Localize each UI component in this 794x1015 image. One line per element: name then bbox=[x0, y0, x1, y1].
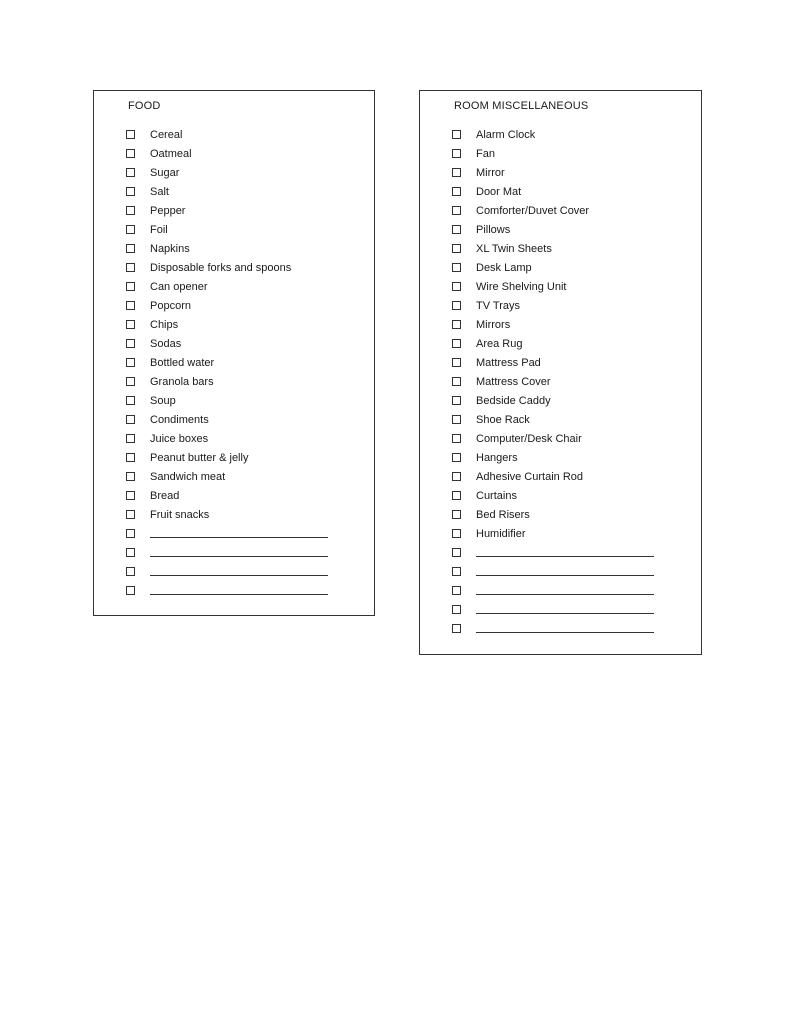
checklist-item-label: Soup bbox=[150, 394, 176, 407]
checkbox[interactable] bbox=[452, 567, 461, 576]
checkbox[interactable] bbox=[126, 168, 135, 177]
checklist-item bbox=[126, 201, 356, 220]
checklist-item bbox=[452, 372, 683, 391]
checkbox[interactable] bbox=[452, 168, 461, 177]
checkbox[interactable] bbox=[452, 358, 461, 367]
checkbox[interactable] bbox=[452, 624, 461, 633]
checkbox[interactable] bbox=[452, 529, 461, 538]
checklist-item-label: Computer/Desk Chair bbox=[476, 432, 582, 445]
checkbox[interactable] bbox=[452, 244, 461, 253]
checkbox[interactable] bbox=[126, 187, 135, 196]
checklist-item bbox=[126, 429, 356, 448]
checklist-item bbox=[126, 448, 356, 467]
checkbox[interactable] bbox=[452, 491, 461, 500]
checklist-item-label: Mattress Cover bbox=[476, 375, 551, 388]
checklist-item bbox=[126, 296, 356, 315]
blank-write-in-line[interactable] bbox=[150, 537, 328, 538]
checkbox[interactable] bbox=[452, 510, 461, 519]
checkbox[interactable] bbox=[452, 339, 461, 348]
checkbox[interactable] bbox=[126, 567, 135, 576]
blank-checklist-item bbox=[126, 524, 356, 543]
blank-checklist-item bbox=[452, 600, 683, 619]
checklist-item-label: Pepper bbox=[150, 204, 186, 217]
checklist-item-label: Wire Shelving Unit bbox=[476, 280, 567, 293]
checklist-item-label: Condiments bbox=[150, 413, 209, 426]
checkbox[interactable] bbox=[452, 396, 461, 405]
checklist-item bbox=[452, 410, 683, 429]
checklist-item-label: Fruit snacks bbox=[150, 508, 210, 521]
checklist-item-label: Salt bbox=[150, 185, 169, 198]
checklist-item-label: Sodas bbox=[150, 337, 182, 350]
checklist-item-label: Bed Risers bbox=[476, 508, 530, 521]
checkbox[interactable] bbox=[126, 472, 135, 481]
room-miscellaneous-checklist bbox=[419, 90, 702, 655]
blank-write-in-line[interactable] bbox=[476, 575, 654, 576]
checklist-item bbox=[452, 315, 683, 334]
checklist-item-label: Mattress Pad bbox=[476, 356, 541, 369]
checklist-item-label: Shoe Rack bbox=[476, 413, 530, 426]
checkbox[interactable] bbox=[126, 301, 135, 310]
checklist-item bbox=[126, 182, 356, 201]
blank-checklist-item bbox=[126, 581, 356, 600]
checklist-item-label: Sandwich meat bbox=[150, 470, 226, 483]
checkbox[interactable] bbox=[452, 149, 461, 158]
checklist-item bbox=[452, 486, 683, 505]
checklist-item bbox=[452, 220, 683, 239]
checkbox[interactable] bbox=[452, 415, 461, 424]
checkbox[interactable] bbox=[126, 396, 135, 405]
checklist-item-label: Cereal bbox=[150, 128, 183, 141]
room-item-list bbox=[452, 125, 683, 638]
checklist-item-label: Granola bars bbox=[150, 375, 214, 388]
checkbox[interactable] bbox=[126, 586, 135, 595]
checklist-item bbox=[126, 467, 356, 486]
checkbox[interactable] bbox=[126, 377, 135, 386]
checkbox[interactable] bbox=[126, 415, 135, 424]
checkbox[interactable] bbox=[452, 434, 461, 443]
checklist-item bbox=[126, 220, 356, 239]
blank-write-in-line[interactable] bbox=[150, 594, 328, 595]
checkbox[interactable] bbox=[452, 225, 461, 234]
checkbox[interactable] bbox=[126, 244, 135, 253]
checklist-item-label: Curtains bbox=[476, 489, 517, 502]
checklist-item bbox=[126, 486, 356, 505]
blank-write-in-line[interactable] bbox=[150, 575, 328, 576]
checklist-item bbox=[126, 144, 356, 163]
blank-checklist-item bbox=[452, 562, 683, 581]
checklist-item bbox=[452, 201, 683, 220]
checkbox[interactable] bbox=[452, 320, 461, 329]
checklist-item bbox=[452, 334, 683, 353]
checkbox[interactable] bbox=[452, 377, 461, 386]
checklist-item bbox=[452, 467, 683, 486]
checkbox[interactable] bbox=[126, 206, 135, 215]
checkbox[interactable] bbox=[126, 263, 135, 272]
checklist-item-label: Chips bbox=[150, 318, 179, 331]
checklist-item bbox=[126, 410, 356, 429]
checklist-item-label: Peanut butter & jelly bbox=[150, 451, 249, 464]
checklist-item bbox=[126, 391, 356, 410]
checkbox[interactable] bbox=[452, 206, 461, 215]
checklist-item bbox=[452, 239, 683, 258]
checkbox[interactable] bbox=[452, 472, 461, 481]
checkbox[interactable] bbox=[126, 320, 135, 329]
checklist-item bbox=[126, 505, 356, 524]
checklist-item bbox=[126, 334, 356, 353]
checklist-item bbox=[452, 296, 683, 315]
checklist-item bbox=[452, 353, 683, 372]
checkbox[interactable] bbox=[452, 586, 461, 595]
checklist-item-label: Fan bbox=[476, 147, 495, 160]
blank-write-in-line[interactable] bbox=[476, 613, 654, 614]
checklist-item-label: Juice boxes bbox=[150, 432, 209, 445]
checklist-item bbox=[126, 315, 356, 334]
checkbox[interactable] bbox=[126, 491, 135, 500]
checklist-item bbox=[452, 505, 683, 524]
checkbox[interactable] bbox=[452, 301, 461, 310]
checkbox[interactable] bbox=[126, 510, 135, 519]
checklist-item bbox=[126, 353, 356, 372]
blank-checklist-item bbox=[126, 543, 356, 562]
checkbox[interactable] bbox=[452, 605, 461, 614]
checkbox[interactable] bbox=[452, 282, 461, 291]
checklist-item-label: Alarm Clock bbox=[476, 128, 536, 141]
checklist-item-label: Disposable forks and spoons bbox=[150, 261, 292, 274]
blank-checklist-item bbox=[452, 581, 683, 600]
checklist-item bbox=[126, 277, 356, 296]
checkbox[interactable] bbox=[126, 529, 135, 538]
checklist-item bbox=[126, 163, 356, 182]
checkbox[interactable] bbox=[452, 130, 461, 139]
checkbox[interactable] bbox=[126, 434, 135, 443]
checkbox[interactable] bbox=[452, 187, 461, 196]
checklist-item bbox=[452, 277, 683, 296]
checklist-item bbox=[126, 372, 356, 391]
checklist-item-label: TV Trays bbox=[476, 299, 521, 312]
checkbox[interactable] bbox=[452, 453, 461, 462]
blank-write-in-line[interactable] bbox=[476, 594, 654, 595]
blank-checklist-item bbox=[452, 619, 683, 638]
checklist-item-label: Pillows bbox=[476, 223, 511, 236]
checklist-item-label: XL Twin Sheets bbox=[476, 242, 552, 255]
checklist-item bbox=[126, 239, 356, 258]
blank-checklist-item bbox=[452, 543, 683, 562]
checklist-item bbox=[452, 182, 683, 201]
checklist-item-label: Oatmeal bbox=[150, 147, 192, 160]
checklist-item-label: Hangers bbox=[476, 451, 518, 464]
checklist-item bbox=[126, 125, 356, 144]
checklist-item-label: Bread bbox=[150, 489, 180, 502]
checkbox[interactable] bbox=[452, 263, 461, 272]
checkbox[interactable] bbox=[126, 225, 135, 234]
checklist-item-label: Humidifier bbox=[476, 527, 526, 540]
checklist-item bbox=[452, 524, 683, 543]
checkbox[interactable] bbox=[126, 453, 135, 462]
checklist-item-label: Mirror bbox=[476, 166, 505, 179]
checklist-item bbox=[452, 144, 683, 163]
checklist-item-label: Mirrors bbox=[476, 318, 511, 331]
checklist-item-label: Foil bbox=[150, 223, 168, 236]
checklist-item-label: Comforter/Duvet Cover bbox=[476, 204, 590, 217]
checklist-item-label: Area Rug bbox=[476, 337, 523, 350]
checklist-item bbox=[126, 258, 356, 277]
checklist-item bbox=[452, 448, 683, 467]
checklist-item-label: Desk Lamp bbox=[476, 261, 532, 274]
checklist-item-label: Sugar bbox=[150, 166, 180, 179]
food-item-list bbox=[126, 125, 356, 600]
checkbox[interactable] bbox=[126, 149, 135, 158]
checklist-item-label: Bottled water bbox=[150, 356, 215, 369]
checkbox[interactable] bbox=[126, 339, 135, 348]
checkbox[interactable] bbox=[126, 282, 135, 291]
checkbox[interactable] bbox=[452, 548, 461, 557]
checklist-item-label: Napkins bbox=[150, 242, 190, 255]
food-title: FOOD bbox=[128, 100, 161, 112]
blank-write-in-line[interactable] bbox=[150, 556, 328, 557]
blank-write-in-line[interactable] bbox=[476, 556, 654, 557]
checkbox[interactable] bbox=[126, 130, 135, 139]
checklist-item bbox=[452, 258, 683, 277]
checklist-item-label: Door Mat bbox=[476, 185, 522, 198]
checklist-item bbox=[452, 163, 683, 182]
food-checklist bbox=[93, 90, 375, 616]
checklist-item-label: Adhesive Curtain Rod bbox=[476, 470, 584, 483]
checklist-item-label: Can opener bbox=[150, 280, 208, 293]
checkbox[interactable] bbox=[126, 358, 135, 367]
checklist-item bbox=[452, 125, 683, 144]
room-miscellaneous-title: ROOM MISCELLANEOUS bbox=[454, 100, 589, 112]
checklist-item-label: Popcorn bbox=[150, 299, 191, 312]
checklist-item bbox=[452, 391, 683, 410]
checklist-item bbox=[452, 429, 683, 448]
checklist-item-label: Bedside Caddy bbox=[476, 394, 551, 407]
blank-write-in-line[interactable] bbox=[476, 632, 654, 633]
blank-checklist-item bbox=[126, 562, 356, 581]
checkbox[interactable] bbox=[126, 548, 135, 557]
